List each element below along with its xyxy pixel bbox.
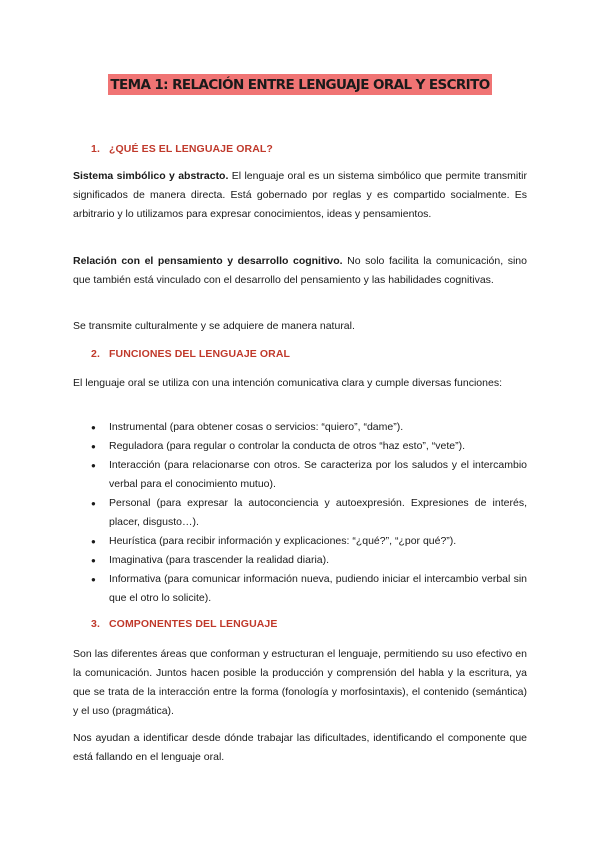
section-heading-1: [91, 143, 273, 155]
paragraph-pensamiento: [73, 252, 527, 290]
section-heading-3: [91, 618, 277, 630]
list-item: ● Informativa (para comunicar información nueva, pudiendo iniciar el intercambio verbal sin que el otro lo solicite).: [91, 570, 527, 608]
section-title: COMPONENTES DEL LENGUAJE: [109, 618, 278, 630]
section-heading-2: [91, 348, 290, 360]
paragraph-funciones-intro: El lenguaje oral se utiliza con una intención comunicativa clara y cumple diversas funciones:: [73, 377, 502, 389]
section-title: FUNCIONES DEL LENGUAJE ORAL: [109, 348, 291, 360]
list-item: ● Instrumental (para obtener cosas o servicios: “quiero”, “dame”).: [91, 418, 527, 437]
list-item: ● Reguladora (para regular o controlar la conducta de otros “haz esto”, “vete”).: [91, 437, 527, 456]
section-title: ¿QUÉ ES EL LENGUAJE ORAL?: [109, 143, 273, 155]
paragraph-text: No solo facilita la comunicación, sino que también está vinculado con el desarrollo del pensamiento y las habilidades cognitivas.: [73, 255, 527, 286]
paragraph-componentes: Son las diferentes áreas que conforman y estructuran el lenguaje, permitiendo su uso efectivo en la comunicación. Juntos hacen posible la producción y comprensión del habla y la escritura, ya que se trata de la interacción entre la forma (fonología y morfosintaxis), el contenido (semántica) y el uso (pragmática).: [73, 648, 527, 717]
section-number: 3.: [91, 618, 100, 630]
paragraph-bold-lead: Relación con el pensamiento y desarrollo cognitivo.: [73, 255, 343, 267]
title-container: [0, 74, 600, 95]
list-item: ● Imaginativa (para trascender la realidad diaria).: [91, 551, 527, 570]
funciones-list: [91, 418, 527, 608]
list-item: ● Personal (para expresar la autoconciencia y autoexpresión. Expresiones de interés, placer, disgusto…).: [91, 494, 527, 532]
paragraph-text: El lenguaje oral es un sistema simbólico que permite transmitir significados de manera directa. Está gobernado por reglas y es compartido socialmente. Es arbitrario y lo utilizamos para expresar conocimientos, ideas y pensamientos.: [73, 170, 527, 220]
section-number: 1.: [91, 143, 100, 155]
paragraph-sistema-simbolico: [73, 167, 527, 224]
paragraph-transmision: Se transmite culturalmente y se adquiere de manera natural.: [73, 320, 355, 332]
list-item: ● Heurística (para recibir información y explicaciones: “¿qué?”, “¿por qué?”).: [91, 532, 527, 551]
paragraph-dificultades: Nos ayudan a identificar desde dónde trabajar las dificultades, identificando el componente que está fallando en el lenguaje oral.: [73, 732, 527, 763]
list-item: ● Interacción (para relacionarse con otros. Se caracteriza por los saludos y el intercambio verbal para el conocimiento mutuo).: [91, 456, 527, 494]
section-number: 2.: [91, 348, 100, 360]
page-title: TEMA 1: RELACIÓN ENTRE LENGUAJE ORAL Y ESCRITO: [108, 74, 491, 95]
paragraph-bold-lead: Sistema simbólico y abstracto.: [73, 170, 229, 182]
